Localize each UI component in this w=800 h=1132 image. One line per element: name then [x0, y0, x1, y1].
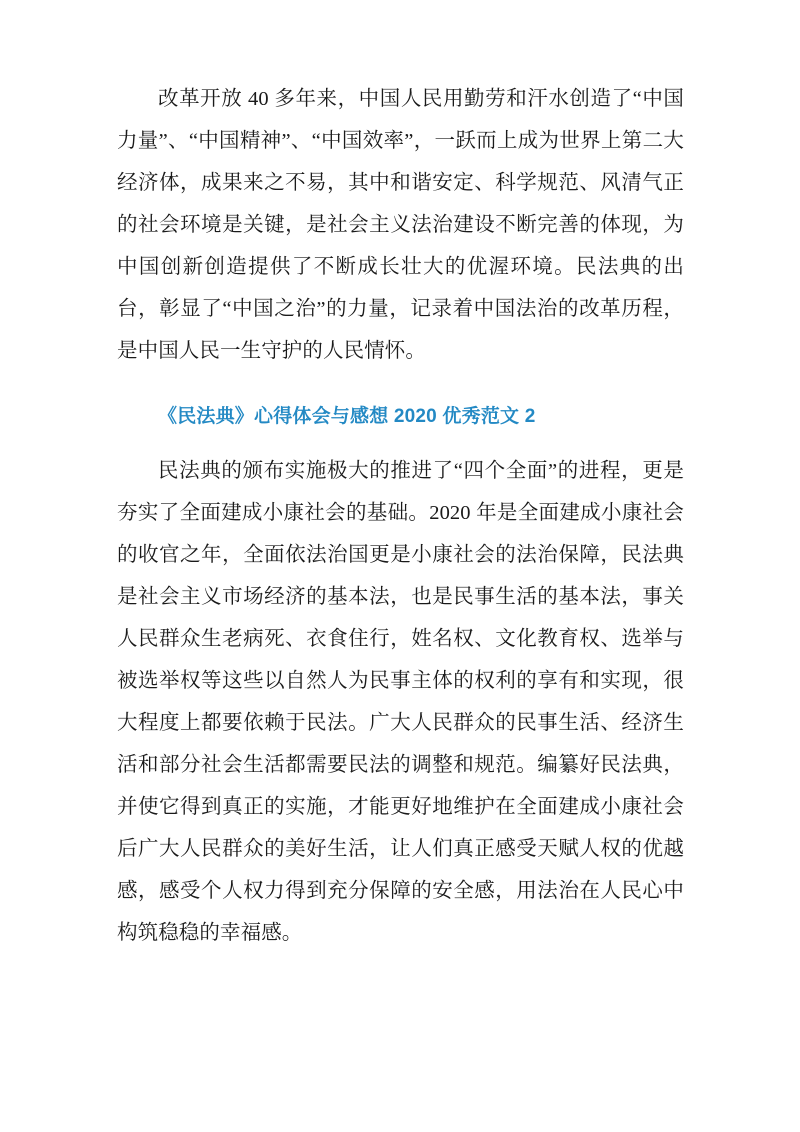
document-text-body [117, 78, 684, 954]
body-paragraph-1: 改革开放 40 多年来，中国人民用勤劳和汗水创造了“中国力量”、“中国精神”、“中国效率”，一跃而上成为世界上第二大经济体，成果来之不易，其中和谐安定、科学规范、风清气正的社会环境是关键，是社会主义法治建设不断完善的体现，为中国创新创造提供了不断成长壮大的优渥环境。民法典的出台，彰显了“中国之治”的力量，记录着中国法治的改革历程，是中国人民一生守护的人民情怀。 [117, 88, 684, 362]
section-heading-minfadian-fanwen-2: 《民法典》心得体会与感想 2020 优秀范文 2 [158, 406, 536, 427]
body-paragraph-2: 民法典的颁布实施极大的推进了“四个全面”的进程，更是夯实了全面建成小康社会的基础。2020 年是全面建成小康社会的收官之年，全面依法治国更是小康社会的法治保障，民法典是社会主义市场经济的基本法，也是民事生活的基本法，事关人民群众生老病死、衣食住行，姓名权、文化教育权、选举与被选举权等这些以自然人为民事主体的权利的享有和实现，很大程度上都要依赖于民法。广大人民群众的民事生活、经济生活和部分社会生活都需要民法的调整和规范。编纂好民法典，并使它得到真正的实施，才能更好地维护在全面建成小康社会后广大人民群众的美好生活，让人们真正感受天赋人权的优越感，感受个人权力得到充分保障的安全感，用法治在人民心中构筑稳稳的幸福感。 [117, 460, 684, 944]
